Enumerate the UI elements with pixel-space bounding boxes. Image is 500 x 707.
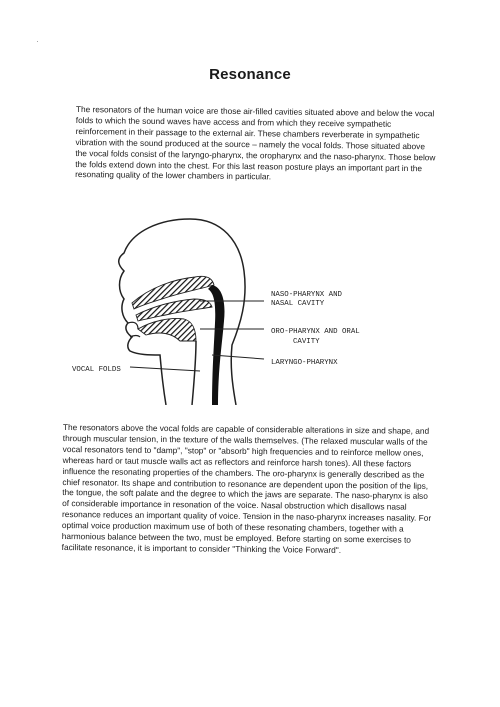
label-oro-2: CAVITY xyxy=(293,338,320,346)
label-naso-2: NASAL CAVITY xyxy=(271,300,325,308)
scan-mark: · xyxy=(36,36,39,46)
label-vocal-folds: VOCAL FOLDS xyxy=(72,366,121,374)
label-oro-1: ORO-PHARYNX AND ORAL xyxy=(271,328,360,336)
vocal-tract-diagram xyxy=(0,205,500,405)
paragraph-intro: The resonators of the human voice are those air-filled cavities situated above and below the vocal folds to which the sound waves have access and from which they receive sympathetic reinforcement in their passage to the external air. These chambers reverberate in sympathetic vibration with the sound produced at the source – namely the vocal folds. Those situated above the vocal folds consist of the laryngo-pharynx, the oropharynx and the naso-pharynx. Those below the folds extend down into the chest. For this last reason posture plays an important part in the resonating quality of the lower chambers in particular. xyxy=(75,104,436,182)
paragraph-resonators: The resonators above the vocal folds are capable of considerable alterations in size and shape, and through muscular tension, in the texture of the walls themselves. (The relaxed muscular walls of the vocal resonators tend to "damp", "stop" or "absorb" high frequencies and to reinforce mellow ones, whereas hard or taut muscle walls act as reflectors and reinforce harsh tones). All these factors influence the resonating properties of the chambers. The oro-pharynx is generally described as the chief resonator. Its shape and contribution to resonance are dependent upon the position of the lips, the tongue, the soft palate and the degree to which the jaws are separate. The naso-pharynx is also of considerable importance in resonation of the voice. Nasal obstruction which disallows nasal resonance reduces an important quality of voice. Tension in the naso-pharynx increases nasality. For optimal voice production maximum use of both of these resonating chambers, together with a harmonious balance between the two, must be employed. Before starting on some exercises to facilitate resonance, it is important to consider "Thinking the Voice Forward". xyxy=(61,422,432,555)
label-laryngo: LARYNGO-PHARYNX xyxy=(271,359,338,367)
tongue xyxy=(138,318,196,341)
page-title: Resonance xyxy=(209,66,291,83)
pharynx-wall xyxy=(208,285,225,405)
label-naso-1: NASO-PHARYNX AND xyxy=(271,291,342,299)
